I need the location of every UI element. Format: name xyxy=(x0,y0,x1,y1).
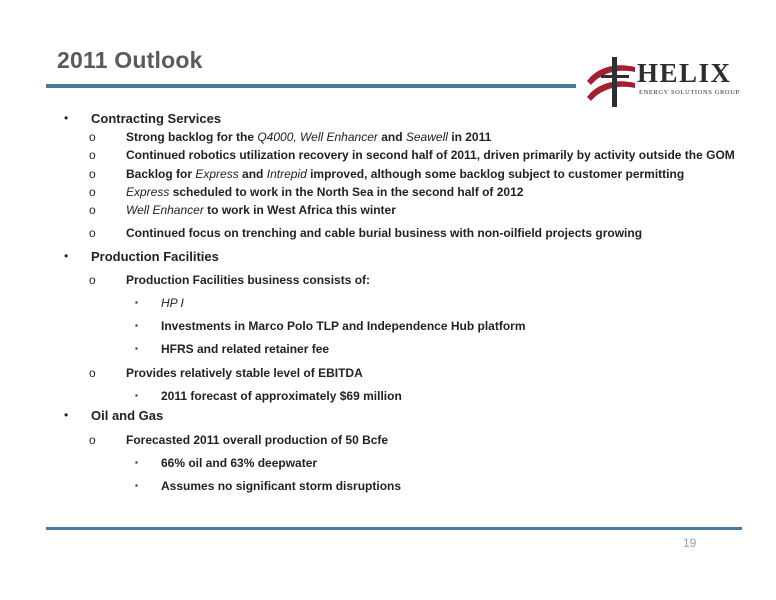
bullet-marker-icon: • xyxy=(64,111,69,125)
bullet-text: to work in West Africa this winter xyxy=(203,203,396,217)
bullet-level-2 xyxy=(89,366,363,380)
bullet-text: Strong backlog for the xyxy=(126,130,258,144)
bullet-level-3 xyxy=(135,456,318,470)
bullet-marker-icon: o xyxy=(89,203,96,217)
footer-rule xyxy=(46,527,742,530)
bullet-text: Provides relatively stable level of EBITDA xyxy=(126,366,363,380)
bullet-level-2 xyxy=(89,185,524,199)
bullet-level-3 xyxy=(135,479,402,493)
bullet-marker-icon: o xyxy=(89,433,96,447)
bullet-marker-icon: o xyxy=(89,148,96,162)
bullet-text: 66% oil and 63% deepwater xyxy=(161,456,318,470)
bullet-text: Backlog for xyxy=(126,167,196,181)
bullet-text: in 2011 xyxy=(447,130,492,144)
logo-subtitle: ENERGY SOLUTIONS GROUP xyxy=(639,89,740,96)
bullet-marker-icon: o xyxy=(89,167,96,181)
bullet-text: Production Facilities xyxy=(91,249,219,264)
bullet-text: Production Facilities business consists of: xyxy=(126,273,371,287)
bullet-text: Intrepid xyxy=(266,167,307,181)
bullet-marker-icon: ▪ xyxy=(135,321,138,330)
bullet-level-1 xyxy=(64,111,222,126)
bullet-level-2 xyxy=(89,130,492,144)
bullet-text: Oil and Gas xyxy=(91,408,164,423)
bullet-level-3 xyxy=(135,319,526,333)
bullet-text: Continued focus on trenching and cable burial business with non-oilfield projects growing xyxy=(126,226,643,240)
slide-title: 2011 Outlook xyxy=(57,47,203,73)
bullet-marker-icon: • xyxy=(64,249,69,263)
bullet-text: HP I xyxy=(161,296,184,310)
bullet-level-3 xyxy=(135,342,330,356)
bullet-text: Investments in Marco Polo TLP and Independence Hub platform xyxy=(161,319,526,333)
bullet-level-2 xyxy=(89,226,643,240)
bullet-marker-icon: ▪ xyxy=(135,344,138,353)
bullet-text: 2011 forecast of approximately $69 million xyxy=(161,389,402,403)
bullet-text: Q4000, Well Enhancer xyxy=(257,130,378,144)
logo-wordmark: HELIX xyxy=(637,58,732,88)
bullet-text: improved, although some backlog subject to customer permitting xyxy=(306,167,685,181)
bullet-marker-icon: o xyxy=(89,273,96,287)
bullet-text: Express xyxy=(126,185,170,199)
bullet-text: and xyxy=(377,130,406,144)
bullet-text: scheduled to work in the North Sea in the second half of 2012 xyxy=(169,185,524,199)
bullet-level-2 xyxy=(89,433,389,447)
bullet-level-1 xyxy=(64,249,219,264)
bullet-marker-icon: • xyxy=(64,408,69,422)
page-number: 19 xyxy=(683,536,697,550)
bullet-text: Well Enhancer xyxy=(126,203,204,217)
bullet-marker-icon: ▪ xyxy=(135,458,138,467)
bullet-text: Contracting Services xyxy=(91,111,222,126)
bullet-level-2 xyxy=(89,203,396,217)
title-rule xyxy=(46,84,576,88)
bullet-text: HFRS and related retainer fee xyxy=(161,342,330,356)
bullet-marker-icon: ▪ xyxy=(135,298,138,307)
bullet-level-2 xyxy=(89,273,371,287)
bullet-text: and xyxy=(238,167,267,181)
bullet-marker-icon: o xyxy=(89,185,96,199)
bullet-marker-icon: o xyxy=(89,226,96,240)
bullet-level-2 xyxy=(89,167,685,181)
bullet-level-3 xyxy=(135,296,184,310)
bullet-marker-icon: o xyxy=(89,366,96,380)
bullet-marker-icon: ▪ xyxy=(135,391,138,400)
bullet-text: Forecasted 2011 overall production of 50 Bcfe xyxy=(126,433,389,447)
bullet-text: Assumes no significant storm disruptions xyxy=(161,479,402,493)
bullet-level-3 xyxy=(135,389,402,403)
bullet-text: Express xyxy=(195,167,239,181)
bullet-text: Seawell xyxy=(405,130,448,144)
bullet-level-2 xyxy=(89,148,735,162)
bullet-marker-icon: ▪ xyxy=(135,481,138,490)
bullet-marker-icon: o xyxy=(89,130,96,144)
bullet-level-1 xyxy=(64,408,164,423)
bullet-text: Continued robotics utilization recovery in second half of 2011, driven primarily by activity outside the GOM xyxy=(126,148,735,162)
